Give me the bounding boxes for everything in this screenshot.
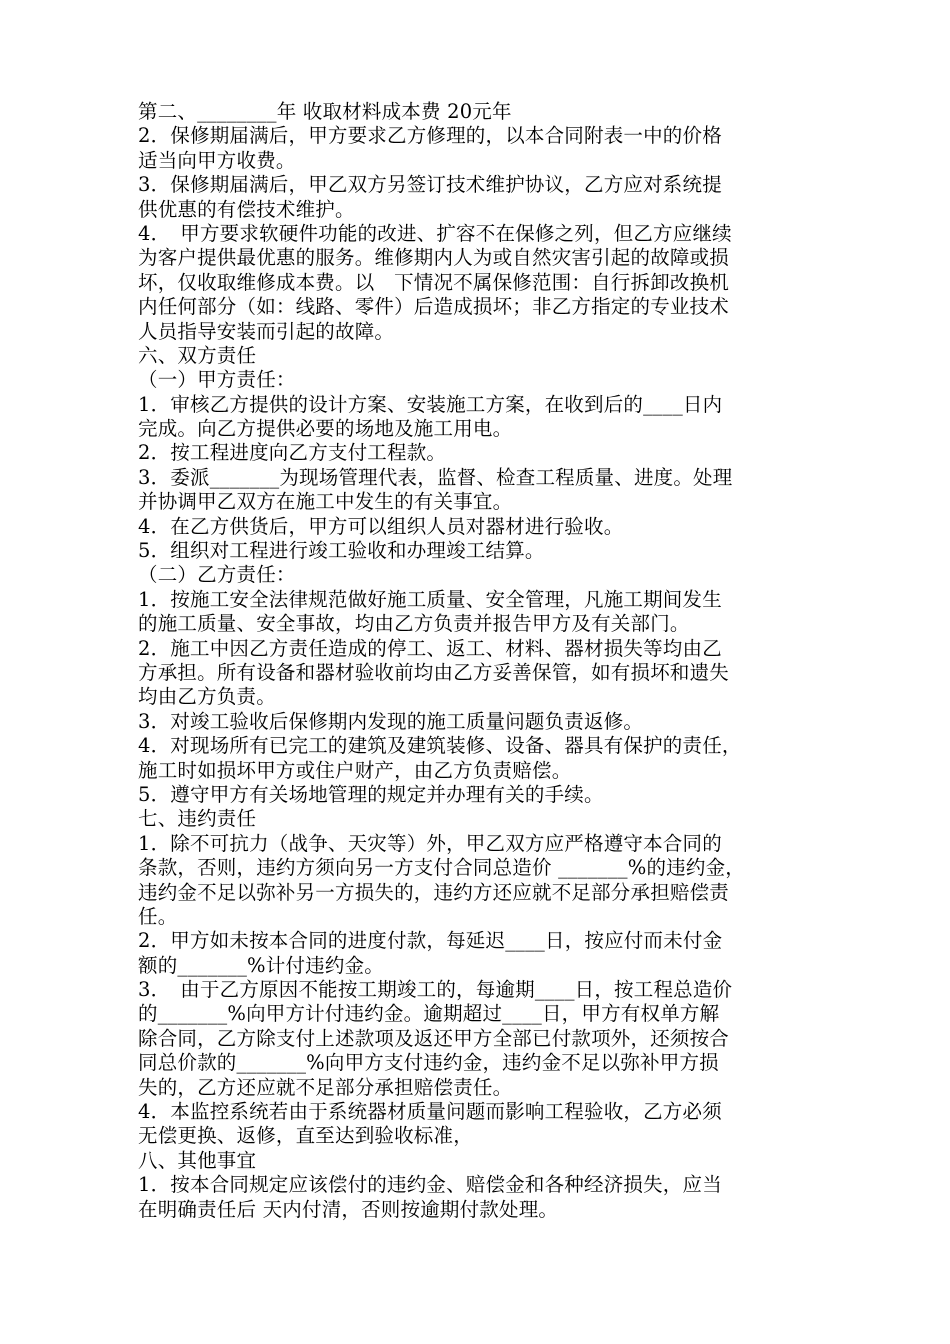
text-line: 2．按工程进度向乙方支付工程款。 [138, 441, 447, 465]
text-line: 3．对竣工验收后保修期内发现的施工质量问题负责返修。 [138, 709, 644, 733]
text-line: 第二、________年 收取材料成本费 20元年 [138, 100, 512, 123]
text-line: 1．按本合同规定应该偿付的违约金、赔偿金和各种经济损失，应当 [138, 1173, 722, 1197]
text-line: 人员指导安装而引起的故障。 [138, 319, 395, 343]
text-line: 5．组织对工程进行竣工验收和办理竣工结算。 [138, 539, 545, 563]
text-line: 同总价款的_______%向甲方支付违约金，违约金不足以弥补甲方损 [138, 1051, 719, 1075]
text-line: 的_______%向甲方计付违约金。逾期超过____日，甲方有权单方解 [138, 1002, 720, 1026]
text-line: 4．在乙方供货后，甲方可以组织人员对器材进行验收。 [138, 514, 624, 538]
text-line: 3． 由于乙方原因不能按工期竣工的，每逾期____日，按工程总造价 [138, 978, 733, 1002]
text-line: 4． 甲方要求软硬件功能的改进、扩容不在保修之列，但乙方应继续 [138, 221, 732, 245]
text-line: 条款，否则，违约方须向另一方支付合同总造价 _______%的违约金， [138, 856, 745, 880]
text-line: 在明确责任后 天内付清，否则按逾期付款处理。 [138, 1197, 559, 1221]
text-line: 并协调甲乙双方在施工中发生的有关事宜。 [138, 490, 513, 514]
text-line: 5．遵守甲方有关场地管理的规定并办理有关的手续。 [138, 782, 604, 806]
text-line: 违约金不足以弥补另一方损失的，违约方还应就不足部分承担赔偿责 [138, 880, 730, 904]
text-line: 供优惠的有偿技术维护。 [138, 197, 355, 221]
document-body [138, 100, 818, 1222]
text-line: 2．甲方如未按本合同的进度付款，每延迟____日，按应付而未付金 [138, 929, 723, 953]
text-line: 坏，仅收取维修成本费。以 下情况不属保修范围：自行拆卸改换机 [138, 270, 730, 294]
text-line: 内任何部分（如：线路、零件）后造成损坏；非乙方指定的专业技术 [138, 295, 730, 319]
text-line: 4．对现场所有已完工的建筑及建筑装修、设备、器具有保护的责任， [138, 734, 742, 758]
text-line: 均由乙方负责。 [138, 685, 276, 709]
text-line: 额的_______%计付违约金。 [138, 953, 384, 977]
text-line: 1．除不可抗力（战争、天灾等）外，甲乙双方应严格遵守本合同的 [138, 831, 722, 855]
text-line: 1．按施工安全法律规范做好施工质量、安全管理，凡施工期间发生 [138, 587, 722, 611]
text-line: 除合同，乙方除支付上述款项及返还甲方全部已付款项外，还须按合 [138, 1026, 730, 1050]
text-line: 方承担。所有设备和器材验收前均由乙方妥善保管，如有损坏和遗失 [138, 660, 730, 684]
text-line: 六、双方责任 [138, 343, 257, 367]
text-line: （二）乙方责任： [138, 563, 296, 587]
text-line: （一）甲方责任： [138, 368, 296, 392]
text-line: 七、违约责任 [138, 807, 257, 831]
text-line: 4．本监控系统若由于系统器材质量问题而影响工程验收，乙方必须 [138, 1100, 722, 1124]
text-line: 的施工质量、安全事故，均由乙方负责并报告甲方及有关部门。 [138, 612, 690, 636]
text-line: 3．保修期届满后，甲乙双方另签订技术维护协议，乙方应对系统提 [138, 173, 722, 197]
text-line: 八、其他事宜 [138, 1148, 257, 1172]
text-line: 无偿更换、返修，直至达到验收标准， [138, 1124, 473, 1148]
text-line: 2．施工中因乙方责任造成的停工、返工、材料、器材损失等均由乙 [138, 636, 722, 660]
text-line: 3．委派_______为现场管理代表，监督、检查工程质量、进度。处理 [138, 465, 733, 489]
text-line: 施工时如损坏甲方或住户财产，由乙方负责赔偿。 [138, 758, 572, 782]
text-line: 任。 [138, 904, 178, 928]
text-line: 适当向甲方收费。 [138, 148, 296, 172]
text-line: 1．审核乙方提供的设计方案、安装施工方案，在收到后的____日内 [138, 392, 723, 416]
text-line: 2．保修期届满后，甲方要求乙方修理的，以本合同附表一中的价格 [138, 124, 722, 148]
text-line: 完成。向乙方提供必要的场地及施工用电。 [138, 417, 513, 441]
text-line: 为客户提供最优惠的服务。维修期内人为或自然灾害引起的故障或损 [138, 246, 730, 270]
text-line: 失的，乙方还应就不足部分承担赔偿责任。 [138, 1075, 513, 1099]
